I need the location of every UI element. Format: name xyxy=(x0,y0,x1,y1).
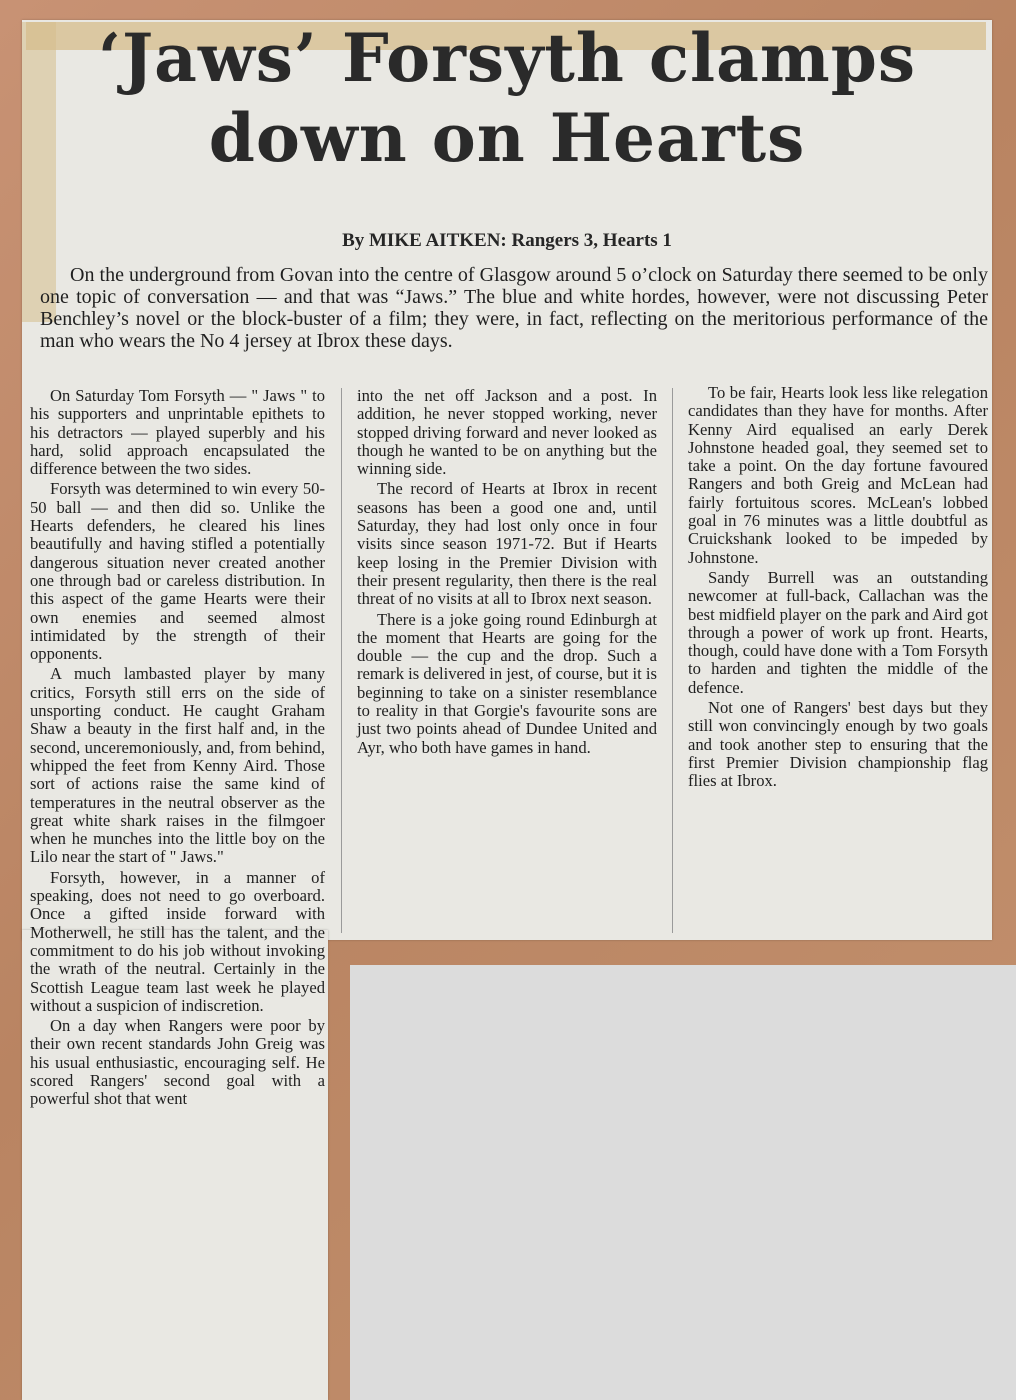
headline-line-1: ‘Jaws’ Forsyth clamps xyxy=(97,19,917,97)
paragraph: Forsyth was determined to win every 50-50 ball — and then did so. Unlike the Hearts defenders, he cleared his lines beautifully and having stifled a potentially dangerous situation never created another one through bad or careless distribution. In this aspect of the game Hearts were their own enemies and seemed almost intimidated by the strength of their opponents. xyxy=(30,479,325,664)
blank-area xyxy=(350,965,1016,1400)
paragraph: On a day when Rangers were poor by their own recent standards John Greig was his usual enthusiastic, encouraging self. He scored Rangers' second goal with a powerful shot that went xyxy=(30,1016,325,1109)
column-1 xyxy=(30,387,325,1109)
paragraph: into the net off Jackson and a post. In addition, he never stopped working, never stopped driving forward and never looked as though he wanted to be on anything but the winning side. xyxy=(357,386,657,479)
paragraph: To be fair, Hearts look less like relegation candidates than they have for months. After Kenny Aird equalised an early Derek Johnstone headed goal, they seemed set to take a point. On the day fortune favoured Rangers and both Greig and McLean had fairly fortuitous scores. McLean's lobbed goal in 76 minutes was a little doubtful as Cruickshank looked to be impeded by Johnstone. xyxy=(688,383,988,567)
column-3 xyxy=(688,384,988,791)
paragraph: On Saturday Tom Forsyth — " Jaws " to his supporters and unprintable epithets to his detractors — played superbly and his hard, solid approach encapsulated the difference between the two sides. xyxy=(30,386,325,479)
paragraph: Sandy Burrell was an outstanding newcomer at full-back, Callachan was the best midfield player on the park and Aird got through a power of work up front. Hearts, though, could have done with a Tom Forsyth to harden and tighten the middle of the defence. xyxy=(688,567,988,697)
byline: By MIKE AITKEN: Rangers 3, Hearts 1 xyxy=(342,230,672,251)
column-2 xyxy=(357,387,657,757)
paragraph: Forsyth, however, in a manner of speaking, does not need to go overboard. Once a gifted inside forward with Motherwell, he still has the talent, and the commitment to do his job without invoking the wrath of the neutral. Certainly in the Scottish League team last week he played without a suspicion of indiscretion. xyxy=(30,867,325,1015)
paragraph: Not one of Rangers' best days but they still won convincingly enough by two goals and took another step to ensuring that the first Premier Division championship flag flies at Ibrox. xyxy=(688,698,988,791)
headline-line-2: down on Hearts xyxy=(208,99,806,177)
paragraph: A much lambasted player by many critics, Forsyth still errs on the side of unsporting conduct. He caught Graham Shaw a beauty in the first half and, in the second, unceremoniously, and, from behind, whipped the feet from Kenny Aird. Those sort of actions raise the same kind of temperatures in the neutral observer as the great white shark raises in the filmgoer when he munches into the little boy on the Lilo near the start of " Jaws." xyxy=(30,664,325,867)
column-rule-2 xyxy=(672,388,673,933)
headline xyxy=(22,18,992,178)
paragraph: There is a joke going round Edinburgh at the moment that Hearts are going for the double — the cup and the drop. Such a remark is delivered in jest, of course, but it is beginning to take on a sinister resemblance to reality in that Gorgie's favourite sons are just two points ahead of Dundee United and Ayr, who both have games in hand. xyxy=(357,609,657,757)
intro-paragraph: On the underground from Govan into the centre of Glasgow around 5 o’clock on Saturday there seemed to be only one topic of conversation — and that was “Jaws.” The blue and white hordes, however, were not discussing Peter Benchley’s novel or the block-buster of a film; they were, in fact, reflecting on the meritorious performance of the man who wears the No 4 jersey at Ibrox these days. xyxy=(40,264,988,352)
column-rule-1 xyxy=(341,388,342,933)
paragraph: The record of Hearts at Ibrox in recent seasons has been a good one and, until Saturday, they had lost only once in four visits since season 1971-72. But if Hearts keep losing in the Premier Division with their present regularity, then there is the real threat of no visits at all to Ibrox next season. xyxy=(357,479,657,609)
